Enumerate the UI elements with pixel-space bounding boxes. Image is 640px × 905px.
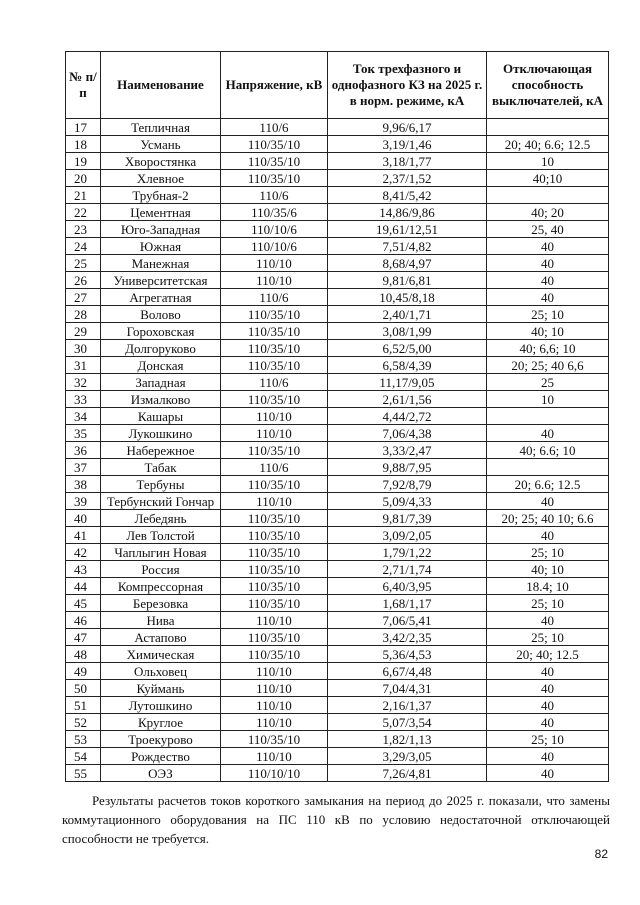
table-row [66, 612, 609, 629]
substation-name-cell: Рождество [101, 748, 221, 765]
row-index-cell: 34 [66, 408, 101, 425]
breaking-capacity-cell: 18.4; 10 [487, 578, 609, 595]
table-row [66, 391, 609, 408]
breaking-capacity-cell: 10 [487, 153, 609, 170]
table-row [66, 765, 609, 782]
substation-name-cell: Куймань [101, 680, 221, 697]
short-circuit-current-cell: 1,82/1,13 [328, 731, 487, 748]
breaking-capacity-cell: 40 [487, 714, 609, 731]
short-circuit-current-cell: 3,08/1,99 [328, 323, 487, 340]
table-row [66, 714, 609, 731]
table-row [66, 136, 609, 153]
substation-name-cell: Долгоруково [101, 340, 221, 357]
row-index-cell: 32 [66, 374, 101, 391]
breaking-capacity-cell [487, 187, 609, 204]
substation-name-cell: Тербуны [101, 476, 221, 493]
row-index-cell: 27 [66, 289, 101, 306]
short-circuit-current-cell: 2,61/1,56 [328, 391, 487, 408]
table-body [66, 119, 609, 782]
voltage-cell: 110/35/10 [221, 153, 328, 170]
voltage-cell: 110/10 [221, 663, 328, 680]
substation-name-cell: Манежная [101, 255, 221, 272]
voltage-cell: 110/10 [221, 714, 328, 731]
row-index-cell: 53 [66, 731, 101, 748]
table-row [66, 306, 609, 323]
table-row [66, 527, 609, 544]
table-row [66, 493, 609, 510]
substation-name-cell: Лутошкино [101, 697, 221, 714]
table-row [66, 646, 609, 663]
short-circuit-current-cell: 10,45/8,18 [328, 289, 487, 306]
voltage-cell: 110/10 [221, 255, 328, 272]
breaking-capacity-cell: 40 [487, 748, 609, 765]
substation-name-cell: Россия [101, 561, 221, 578]
breaking-capacity-cell [487, 459, 609, 476]
breaking-capacity-cell [487, 408, 609, 425]
voltage-cell: 110/35/10 [221, 544, 328, 561]
voltage-cell: 110/10 [221, 680, 328, 697]
voltage-cell: 110/6 [221, 187, 328, 204]
voltage-cell: 110/35/10 [221, 136, 328, 153]
voltage-cell: 110/10 [221, 408, 328, 425]
row-index-cell: 54 [66, 748, 101, 765]
row-index-cell: 42 [66, 544, 101, 561]
row-index-cell: 17 [66, 119, 101, 136]
row-index-cell: 26 [66, 272, 101, 289]
row-index-cell: 37 [66, 459, 101, 476]
short-circuit-current-cell: 7,06/5,41 [328, 612, 487, 629]
header-current: Ток трехфазного и однофазного КЗ на 2025 г. в норм. режиме, кА [328, 52, 487, 119]
substation-name-cell: Южная [101, 238, 221, 255]
short-circuit-current-cell: 11,17/9,05 [328, 374, 487, 391]
substation-name-cell: Юго-Западная [101, 221, 221, 238]
short-circuit-current-cell: 7,51/4,82 [328, 238, 487, 255]
voltage-cell: 110/35/10 [221, 510, 328, 527]
row-index-cell: 22 [66, 204, 101, 221]
breaking-capacity-cell: 40; 6.6; 10 [487, 442, 609, 459]
breaking-capacity-cell: 20; 6.6; 12.5 [487, 476, 609, 493]
voltage-cell: 110/10 [221, 425, 328, 442]
substation-name-cell: Усмань [101, 136, 221, 153]
voltage-cell: 110/35/10 [221, 578, 328, 595]
row-index-cell: 20 [66, 170, 101, 187]
voltage-cell: 110/10 [221, 748, 328, 765]
table-row [66, 578, 609, 595]
substation-name-cell: Западная [101, 374, 221, 391]
row-index-cell: 46 [66, 612, 101, 629]
row-index-cell: 18 [66, 136, 101, 153]
short-circuit-current-cell: 1,68/1,17 [328, 595, 487, 612]
header-breaking-capacity: Отключающая способность выключателей, кА [487, 52, 609, 119]
row-index-cell: 44 [66, 578, 101, 595]
substation-name-cell: Лукошкино [101, 425, 221, 442]
header-voltage: Напряжение, кВ [221, 52, 328, 119]
row-index-cell: 31 [66, 357, 101, 374]
table-row [66, 204, 609, 221]
conclusion-text: Результаты расчетов токов короткого замыкания на период до 2025 г. показали, что замены коммутационного оборудования на ПС 110 кВ по условию недостаточной отключающей способности не требуется. [62, 793, 610, 846]
table-row [66, 272, 609, 289]
voltage-cell: 110/35/10 [221, 595, 328, 612]
row-index-cell: 49 [66, 663, 101, 680]
table-row [66, 238, 609, 255]
table-row [66, 119, 609, 136]
short-circuit-current-cell: 3,09/2,05 [328, 527, 487, 544]
breaking-capacity-cell: 10 [487, 391, 609, 408]
substation-name-cell: Трубная-2 [101, 187, 221, 204]
short-circuit-current-cell: 3,33/2,47 [328, 442, 487, 459]
row-index-cell: 36 [66, 442, 101, 459]
short-circuit-current-cell: 4,44/2,72 [328, 408, 487, 425]
voltage-cell: 110/35/10 [221, 731, 328, 748]
table-row [66, 442, 609, 459]
voltage-cell: 110/35/6 [221, 204, 328, 221]
voltage-cell: 110/10 [221, 493, 328, 510]
row-index-cell: 47 [66, 629, 101, 646]
table-row [66, 357, 609, 374]
short-circuit-current-cell: 7,92/8,79 [328, 476, 487, 493]
short-circuit-current-cell: 5,09/4,33 [328, 493, 487, 510]
voltage-cell: 110/10/6 [221, 238, 328, 255]
table-row [66, 510, 609, 527]
table-row [66, 374, 609, 391]
row-index-cell: 40 [66, 510, 101, 527]
short-circuit-current-cell: 19,61/12,51 [328, 221, 487, 238]
breaking-capacity-cell: 25; 10 [487, 731, 609, 748]
substation-name-cell: Хворостянка [101, 153, 221, 170]
substation-name-cell: Цементная [101, 204, 221, 221]
breaking-capacity-cell: 25; 10 [487, 306, 609, 323]
short-circuit-current-cell: 9,96/6,17 [328, 119, 487, 136]
table-row [66, 680, 609, 697]
substation-name-cell: Волово [101, 306, 221, 323]
substation-name-cell: Химическая [101, 646, 221, 663]
conclusion-paragraph [62, 791, 610, 848]
table-row [66, 408, 609, 425]
short-circuit-current-cell: 8,68/4,97 [328, 255, 487, 272]
voltage-cell: 110/10/10 [221, 765, 328, 782]
table-row [66, 170, 609, 187]
row-index-cell: 52 [66, 714, 101, 731]
table-row [66, 153, 609, 170]
short-circuit-current-cell: 3,18/1,77 [328, 153, 487, 170]
header-index: № п/п [66, 52, 101, 119]
short-circuit-current-cell: 5,07/3,54 [328, 714, 487, 731]
short-circuit-current-cell: 6,58/4,39 [328, 357, 487, 374]
breaking-capacity-cell: 40; 10 [487, 561, 609, 578]
short-circuit-current-cell: 14,86/9,86 [328, 204, 487, 221]
row-index-cell: 30 [66, 340, 101, 357]
substation-name-cell: Компрессорная [101, 578, 221, 595]
table-row [66, 221, 609, 238]
breaking-capacity-cell: 40 [487, 272, 609, 289]
row-index-cell: 21 [66, 187, 101, 204]
short-circuit-table [65, 51, 609, 782]
voltage-cell: 110/6 [221, 374, 328, 391]
row-index-cell: 55 [66, 765, 101, 782]
table-row [66, 697, 609, 714]
breaking-capacity-cell: 40 [487, 697, 609, 714]
voltage-cell: 110/6 [221, 119, 328, 136]
breaking-capacity-cell: 40; 10 [487, 323, 609, 340]
short-circuit-current-cell: 2,16/1,37 [328, 697, 487, 714]
row-index-cell: 39 [66, 493, 101, 510]
substation-name-cell: Кашары [101, 408, 221, 425]
breaking-capacity-cell: 40 [487, 425, 609, 442]
breaking-capacity-cell: 40 [487, 612, 609, 629]
table-row [66, 731, 609, 748]
breaking-capacity-cell: 25 [487, 374, 609, 391]
row-index-cell: 33 [66, 391, 101, 408]
header-name: Наименование [101, 52, 221, 119]
voltage-cell: 110/10 [221, 697, 328, 714]
table-row [66, 629, 609, 646]
substation-name-cell: Хлевное [101, 170, 221, 187]
short-circuit-current-cell: 2,37/1,52 [328, 170, 487, 187]
substation-name-cell: ОЭЗ [101, 765, 221, 782]
voltage-cell: 110/10 [221, 612, 328, 629]
substation-name-cell: Агрегатная [101, 289, 221, 306]
table-row [66, 289, 609, 306]
voltage-cell: 110/35/10 [221, 646, 328, 663]
substation-name-cell: Измалково [101, 391, 221, 408]
voltage-cell: 110/35/10 [221, 476, 328, 493]
row-index-cell: 45 [66, 595, 101, 612]
breaking-capacity-cell: 25; 10 [487, 595, 609, 612]
breaking-capacity-cell: 20; 25; 40 6,6 [487, 357, 609, 374]
table-header-row [66, 52, 609, 119]
row-index-cell: 24 [66, 238, 101, 255]
voltage-cell: 110/35/10 [221, 357, 328, 374]
row-index-cell: 51 [66, 697, 101, 714]
short-circuit-current-cell: 5,36/4,53 [328, 646, 487, 663]
breaking-capacity-cell: 40 [487, 289, 609, 306]
row-index-cell: 19 [66, 153, 101, 170]
substation-name-cell: Чаплыгин Новая [101, 544, 221, 561]
voltage-cell: 110/35/10 [221, 391, 328, 408]
substation-name-cell: Лев Толстой [101, 527, 221, 544]
table-row [66, 255, 609, 272]
breaking-capacity-cell: 25, 40 [487, 221, 609, 238]
short-circuit-current-cell: 6,52/5,00 [328, 340, 487, 357]
substation-name-cell: Университетская [101, 272, 221, 289]
short-circuit-current-cell: 9,81/7,39 [328, 510, 487, 527]
row-index-cell: 41 [66, 527, 101, 544]
table-row [66, 187, 609, 204]
short-circuit-current-cell: 7,06/4,38 [328, 425, 487, 442]
short-circuit-current-cell: 8,41/5,42 [328, 187, 487, 204]
short-circuit-current-cell: 9,81/6,81 [328, 272, 487, 289]
breaking-capacity-cell: 40 [487, 663, 609, 680]
breaking-capacity-cell: 40 [487, 238, 609, 255]
row-index-cell: 50 [66, 680, 101, 697]
voltage-cell: 110/35/10 [221, 340, 328, 357]
substation-name-cell: Троекурово [101, 731, 221, 748]
substation-name-cell: Лебедянь [101, 510, 221, 527]
substation-name-cell: Астапово [101, 629, 221, 646]
substation-name-cell: Тепличная [101, 119, 221, 136]
substation-name-cell: Табак [101, 459, 221, 476]
substation-name-cell: Гороховская [101, 323, 221, 340]
voltage-cell: 110/35/10 [221, 170, 328, 187]
row-index-cell: 25 [66, 255, 101, 272]
short-circuit-current-cell: 1,79/1,22 [328, 544, 487, 561]
voltage-cell: 110/10/6 [221, 221, 328, 238]
table-row [66, 663, 609, 680]
breaking-capacity-cell: 40 [487, 680, 609, 697]
voltage-cell: 110/35/10 [221, 323, 328, 340]
breaking-capacity-cell: 25; 10 [487, 629, 609, 646]
voltage-cell: 110/10 [221, 272, 328, 289]
substation-name-cell: Донская [101, 357, 221, 374]
table-row [66, 561, 609, 578]
voltage-cell: 110/35/10 [221, 306, 328, 323]
short-circuit-current-cell: 6,40/3,95 [328, 578, 487, 595]
short-circuit-current-cell: 3,42/2,35 [328, 629, 487, 646]
table-row [66, 544, 609, 561]
row-index-cell: 23 [66, 221, 101, 238]
page-number: 82 [594, 847, 608, 861]
row-index-cell: 28 [66, 306, 101, 323]
breaking-capacity-cell: 40;10 [487, 170, 609, 187]
short-circuit-current-cell: 7,04/4,31 [328, 680, 487, 697]
breaking-capacity-cell: 40; 20 [487, 204, 609, 221]
short-circuit-current-cell: 9,88/7,95 [328, 459, 487, 476]
table-row [66, 748, 609, 765]
substation-name-cell: Нива [101, 612, 221, 629]
breaking-capacity-cell: 40 [487, 255, 609, 272]
substation-name-cell: Набережное [101, 442, 221, 459]
table-row [66, 340, 609, 357]
breaking-capacity-cell: 20; 40; 6.6; 12.5 [487, 136, 609, 153]
breaking-capacity-cell: 40 [487, 527, 609, 544]
short-circuit-current-cell: 2,71/1,74 [328, 561, 487, 578]
breaking-capacity-cell: 40 [487, 493, 609, 510]
substation-name-cell: Тербунский Гончар [101, 493, 221, 510]
voltage-cell: 110/6 [221, 289, 328, 306]
breaking-capacity-cell: 20; 40; 12.5 [487, 646, 609, 663]
table-row [66, 459, 609, 476]
short-circuit-current-cell: 2,40/1,71 [328, 306, 487, 323]
substation-name-cell: Ольховец [101, 663, 221, 680]
table-row [66, 476, 609, 493]
table-row [66, 425, 609, 442]
breaking-capacity-cell: 20; 25; 40 10; 6.6 [487, 510, 609, 527]
short-circuit-current-cell: 6,67/4,48 [328, 663, 487, 680]
table-row [66, 323, 609, 340]
row-index-cell: 35 [66, 425, 101, 442]
substation-name-cell: Березовка [101, 595, 221, 612]
row-index-cell: 43 [66, 561, 101, 578]
short-circuit-current-cell: 3,29/3,05 [328, 748, 487, 765]
row-index-cell: 48 [66, 646, 101, 663]
breaking-capacity-cell: 40; 6,6; 10 [487, 340, 609, 357]
breaking-capacity-cell: 40 [487, 765, 609, 782]
voltage-cell: 110/35/10 [221, 629, 328, 646]
voltage-cell: 110/35/10 [221, 527, 328, 544]
substation-name-cell: Круглое [101, 714, 221, 731]
breaking-capacity-cell [487, 119, 609, 136]
short-circuit-current-cell: 7,26/4,81 [328, 765, 487, 782]
row-index-cell: 29 [66, 323, 101, 340]
short-circuit-current-cell: 3,19/1,46 [328, 136, 487, 153]
breaking-capacity-cell: 25; 10 [487, 544, 609, 561]
voltage-cell: 110/35/10 [221, 561, 328, 578]
voltage-cell: 110/6 [221, 459, 328, 476]
table-row [66, 595, 609, 612]
row-index-cell: 38 [66, 476, 101, 493]
voltage-cell: 110/35/10 [221, 442, 328, 459]
